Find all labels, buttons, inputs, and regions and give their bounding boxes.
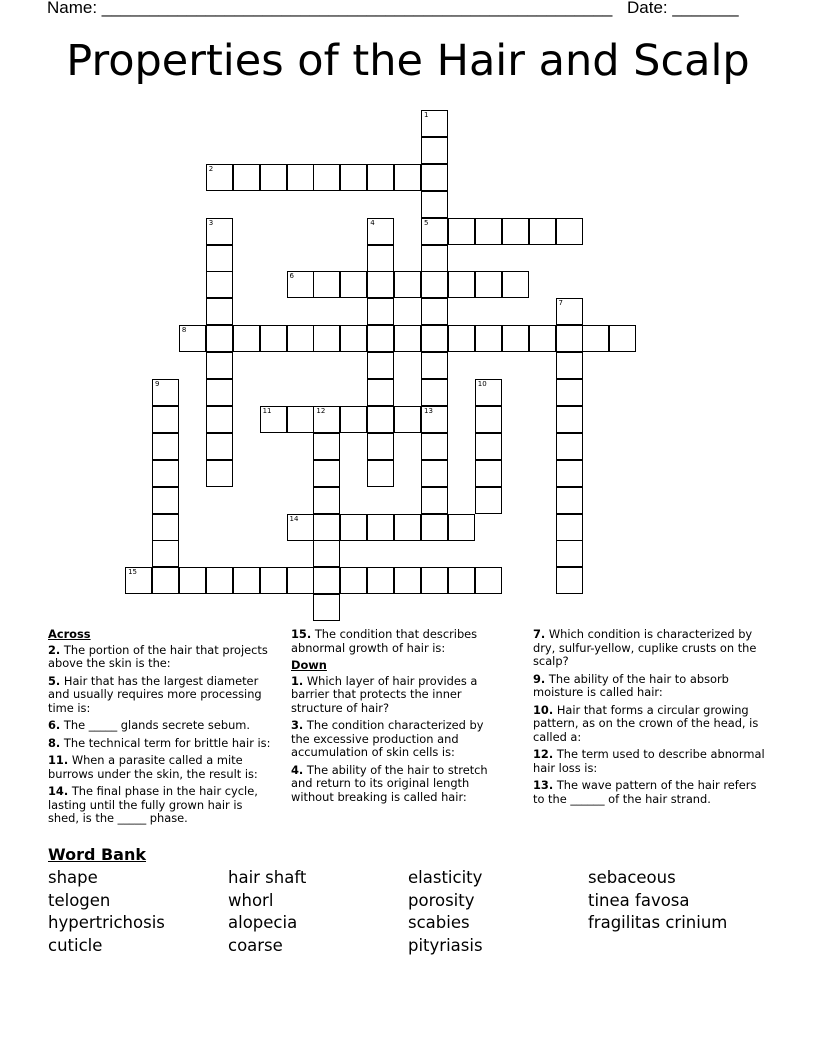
crossword-cell[interactable] <box>421 245 448 272</box>
crossword-cell[interactable] <box>448 567 475 594</box>
crossword-cell[interactable] <box>556 298 583 325</box>
word-bank-item: elasticity <box>408 868 483 887</box>
crossword-cell[interactable] <box>475 487 502 514</box>
crossword-cell[interactable] <box>260 406 287 433</box>
word-bank-item: pityriasis <box>408 935 483 955</box>
crossword-cell[interactable] <box>556 514 583 541</box>
crossword-cell[interactable] <box>287 164 314 191</box>
clue-number: 4 <box>370 218 375 227</box>
clue-number: 2 <box>208 164 214 173</box>
clue-down-9: 9. The ability of the hair to absorb moisture is called hair: <box>533 671 729 699</box>
crossword-cell[interactable] <box>179 567 206 594</box>
crossword-cell[interactable] <box>340 406 367 433</box>
crossword-cell[interactable] <box>421 379 448 406</box>
crossword-cell[interactable] <box>206 271 233 298</box>
crossword-cell[interactable] <box>421 298 448 325</box>
clue-down-4: 4. The ability of the hair to stretch and return to its original length without breaking is called hair: <box>291 762 488 804</box>
crossword-cell[interactable] <box>421 164 448 191</box>
crossword-cell[interactable] <box>313 514 340 541</box>
crossword-cell[interactable] <box>421 567 448 594</box>
crossword-cell[interactable] <box>448 514 475 541</box>
word-bank-item <box>588 935 768 958</box>
crossword-cell[interactable] <box>367 164 394 191</box>
word-bank-item: shape <box>48 868 98 887</box>
crossword-cell[interactable] <box>206 406 233 433</box>
crossword-cell[interactable] <box>421 218 448 245</box>
clues-column-1 <box>48 628 273 830</box>
crossword-cell[interactable] <box>206 164 233 191</box>
word-bank-item: alopecia <box>228 913 298 933</box>
crossword-cell[interactable] <box>475 433 502 460</box>
crossword-cell[interactable] <box>421 352 448 379</box>
crossword-cell[interactable] <box>260 567 287 594</box>
crossword-cell[interactable] <box>421 487 448 514</box>
crossword-cell[interactable] <box>287 514 314 541</box>
crossword-cell[interactable] <box>340 514 367 541</box>
crossword-cell[interactable] <box>421 191 448 218</box>
clues-column-3 <box>533 628 768 810</box>
crossword-cell[interactable] <box>421 514 448 541</box>
crossword-cell[interactable] <box>340 325 367 352</box>
crossword-cell[interactable] <box>260 164 287 191</box>
crossword-cell[interactable] <box>529 218 556 245</box>
crossword-cell[interactable] <box>313 433 340 460</box>
crossword-cell[interactable] <box>421 406 448 433</box>
clue-number: 14 <box>289 514 299 523</box>
word-bank-item: scabies <box>408 913 470 933</box>
crossword-cell[interactable] <box>556 487 583 514</box>
crossword-cell[interactable] <box>556 540 583 567</box>
crossword-cell[interactable] <box>233 567 260 594</box>
word-bank-item: porosity <box>408 890 475 910</box>
clue-across-5: 5. Hair that has the largest diameter and usually requires more processing time is: <box>48 673 262 715</box>
crossword-cell[interactable] <box>233 325 260 352</box>
crossword-cell[interactable] <box>179 325 206 352</box>
crossword-cell[interactable] <box>367 460 394 487</box>
clue-down-3: 3. The condition characterized by the excessive production and accumulation of skin cells is: <box>291 718 484 759</box>
word-bank-title: Word Bank <box>48 845 147 864</box>
clue-number: 9 <box>155 380 160 388</box>
crossword-cell[interactable] <box>502 271 529 298</box>
clue-across-8: 8. The technical term for brittle hair is: <box>48 735 271 750</box>
crossword-cell[interactable] <box>287 325 314 352</box>
crossword-cell[interactable] <box>556 406 583 433</box>
crossword-cell[interactable] <box>287 271 314 298</box>
clue-down-12: 12. The term used to describe abnormal hair loss is: <box>533 747 765 775</box>
crossword-cell[interactable] <box>556 433 583 460</box>
crossword-cell[interactable] <box>421 325 448 352</box>
clue-number: 11 <box>262 406 272 415</box>
crossword-cell[interactable] <box>394 514 421 541</box>
clue-across-15: 15. The condition that describes abnormal growth of hair is: <box>291 627 478 655</box>
crossword-cell[interactable] <box>367 271 394 298</box>
crossword-cell[interactable] <box>448 271 475 298</box>
crossword-cell[interactable] <box>206 352 233 379</box>
crossword-cell[interactable] <box>556 460 583 487</box>
crossword-cell[interactable] <box>152 567 179 594</box>
clue-number: 5 <box>424 218 429 227</box>
clue-number: 7 <box>558 299 563 308</box>
crossword-cell[interactable] <box>340 567 367 594</box>
crossword-cell[interactable] <box>152 487 179 514</box>
clue-number: 3 <box>208 218 214 227</box>
crossword-cell[interactable] <box>206 218 233 245</box>
crossword-cell[interactable] <box>421 433 448 460</box>
crossword-cell[interactable] <box>394 406 421 433</box>
clue-number: 13 <box>424 406 433 415</box>
clue-across-6: 6. The _____ glands secrete sebum. <box>48 718 251 732</box>
crossword-cell[interactable] <box>556 379 583 406</box>
down-heading: Down <box>291 658 327 672</box>
clue-number: 8 <box>181 326 187 335</box>
crossword-cell[interactable] <box>475 218 502 245</box>
clue-number: 12 <box>316 406 326 415</box>
clues-column-2 <box>291 628 501 808</box>
crossword-cell[interactable] <box>206 298 233 325</box>
clue-across-11: 11. When a parasite called a mite burrows under the skin, the result is: <box>48 753 258 781</box>
crossword-cell[interactable] <box>367 433 394 460</box>
clue-down-7: 7. Which condition is characterized by dry, sulfur-yellow, cuplike crusts on the scalp? <box>533 627 757 668</box>
clue-number: 15 <box>128 568 138 577</box>
crossword-cell[interactable] <box>313 164 340 191</box>
crossword-cell[interactable] <box>233 164 260 191</box>
crossword-cell[interactable] <box>475 271 502 298</box>
word-bank-item: coarse <box>228 935 283 955</box>
crossword-cell[interactable] <box>313 594 340 621</box>
crossword-cell[interactable] <box>206 245 233 272</box>
word-bank-item: fragilitas crinium <box>588 913 728 933</box>
crossword-cell[interactable] <box>448 325 475 352</box>
crossword-cell[interactable] <box>313 487 340 514</box>
crossword-cell[interactable] <box>556 567 583 594</box>
clue-number: 6 <box>289 272 294 281</box>
crossword-cell[interactable] <box>421 137 448 164</box>
crossword-cell[interactable] <box>152 379 179 406</box>
crossword-cell[interactable] <box>367 325 394 352</box>
word-bank-item: whorl <box>228 890 274 910</box>
word-bank-item: telogen <box>48 890 111 910</box>
crossword-cell[interactable] <box>394 567 421 594</box>
name-field-label: Name: ______________________________________________________ <box>47 0 613 17</box>
crossword-cell[interactable] <box>556 325 583 352</box>
across-heading: Across <box>48 627 91 641</box>
crossword-cell[interactable] <box>582 325 609 352</box>
crossword-cell[interactable] <box>206 460 233 487</box>
crossword-cell[interactable] <box>529 325 556 352</box>
crossword-cell[interactable] <box>206 325 233 352</box>
crossword-cell[interactable] <box>340 271 367 298</box>
crossword-cell[interactable] <box>367 514 394 541</box>
crossword-cell[interactable] <box>367 352 394 379</box>
crossword-cell[interactable] <box>367 245 394 272</box>
word-bank-item: tinea favosa <box>588 890 690 910</box>
clue-down-13: 13. The wave pattern of the hair refers to the ______ of the hair strand. <box>533 778 757 806</box>
crossword-cell[interactable] <box>556 352 583 379</box>
crossword-cell[interactable] <box>502 325 529 352</box>
crossword-cell[interactable] <box>367 567 394 594</box>
crossword-cell[interactable] <box>260 325 287 352</box>
clue-down-1: 1. Which layer of hair provides a barrier that protects the inner structure of hair? <box>291 673 478 715</box>
crossword-cell[interactable] <box>421 271 448 298</box>
crossword-cell[interactable] <box>475 567 502 594</box>
clue-across-2: 2. The portion of the hair that projects above the skin is the: <box>48 642 268 670</box>
crossword-cell[interactable] <box>313 406 340 433</box>
word-bank-item: hair shaft <box>228 868 307 887</box>
crossword-cell[interactable] <box>206 567 233 594</box>
crossword-cell[interactable] <box>394 164 421 191</box>
crossword-cell[interactable] <box>152 514 179 541</box>
crossword-cell[interactable] <box>152 460 179 487</box>
crossword-cell[interactable] <box>340 164 367 191</box>
crossword-cell[interactable] <box>367 298 394 325</box>
crossword-cell[interactable] <box>367 406 394 433</box>
date-field-label: Date: _______ <box>627 0 739 17</box>
crossword-cell[interactable] <box>287 406 314 433</box>
crossword-cell[interactable] <box>313 325 340 352</box>
crossword-cell[interactable] <box>475 379 502 406</box>
clue-down-10: 10. Hair that forms a circular growing pattern, as on the crown of the head, is called a: <box>533 702 759 744</box>
crossword-cell[interactable] <box>421 460 448 487</box>
crossword-cell[interactable] <box>394 271 421 298</box>
crossword-cell[interactable] <box>448 218 475 245</box>
crossword-cell[interactable] <box>475 460 502 487</box>
crossword-cell[interactable] <box>394 325 421 352</box>
crossword-cell[interactable] <box>152 406 179 433</box>
word-bank-item: hypertrichosis <box>48 913 165 933</box>
crossword-cell[interactable] <box>556 218 583 245</box>
word-bank <box>48 867 768 957</box>
crossword-cell[interactable] <box>421 110 448 137</box>
crossword-cell[interactable] <box>475 406 502 433</box>
crossword-cell[interactable] <box>287 567 314 594</box>
crossword-cell[interactable] <box>152 433 179 460</box>
crossword-cell[interactable] <box>313 540 340 567</box>
word-bank-item: cuticle <box>48 935 103 955</box>
clue-number: 1 <box>424 111 429 119</box>
crossword-cell[interactable] <box>206 379 233 406</box>
crossword-cell[interactable] <box>313 567 340 594</box>
crossword-cell[interactable] <box>609 325 636 352</box>
crossword-cell[interactable] <box>367 379 394 406</box>
crossword-cell[interactable] <box>152 540 179 567</box>
crossword-cell[interactable] <box>206 433 233 460</box>
crossword-cell[interactable] <box>313 271 340 298</box>
clue-across-14: 14. The final phase in the hair cycle, lasting until the fully grown hair is shed, is the _____ phase. <box>48 784 258 825</box>
page-title: Properties of the Hair and Scalp <box>66 36 750 86</box>
crossword-cell[interactable] <box>367 218 394 245</box>
clue-number: 10 <box>477 380 487 388</box>
crossword-cell[interactable] <box>125 567 152 594</box>
crossword-cell[interactable] <box>313 460 340 487</box>
crossword-cell[interactable] <box>502 218 529 245</box>
word-bank-item: sebaceous <box>588 868 676 887</box>
crossword-cell[interactable] <box>475 325 502 352</box>
